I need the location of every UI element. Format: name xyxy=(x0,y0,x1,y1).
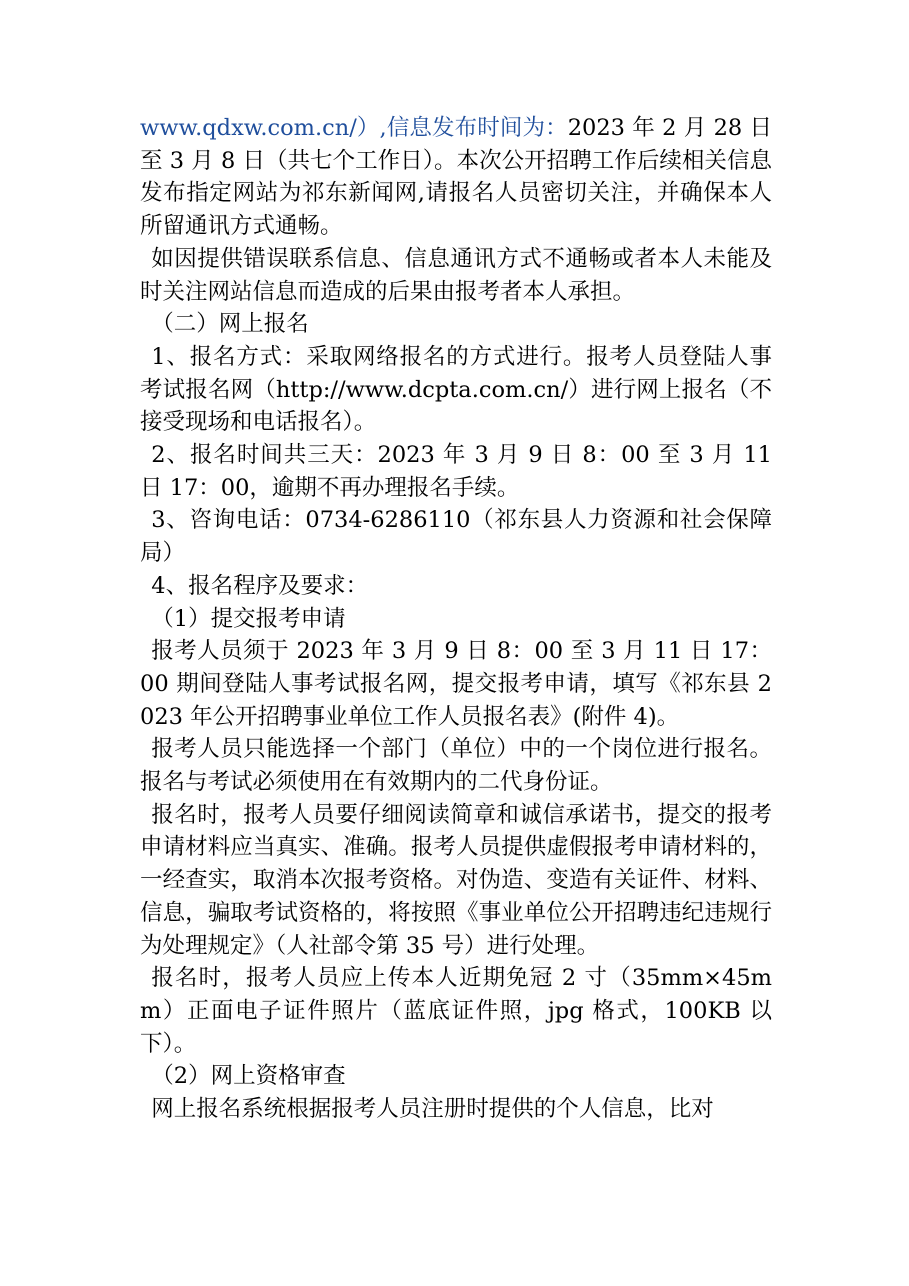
paragraph-publish-info xyxy=(140,112,772,243)
subheading-online-qualification-review: （2）网上资格审查 xyxy=(151,1063,346,1090)
paragraph-review-start: 网上报名系统根据报考人员注册时提供的个人信息，比对 xyxy=(151,1096,714,1123)
paragraph-application-period: 报考人员须于 2023 年 3 月 9 日 8：00 至 3 月 11 日 17：00 期间登陆人事考试报名网，提交报考申请，填写《祁东县 2023 年公开招聘事业单位工作人员报名表》(附件 4)。 xyxy=(140,638,772,730)
news-site-link[interactable]: www.qdxw.com.cn/） xyxy=(140,115,380,141)
publish-time-text: 2023 年 2 月 28 日至 3 月 8 日（共七个工作日）。本次公开招聘工作后续相关信息发布指定网站为祁东新闻网,请报名人员密切关注，并确保本人所留通讯方式通畅。 xyxy=(140,115,773,240)
item-consultation-phone: 3、咨询电话：0734-6286110（祁东县人力资源和社会保障局） xyxy=(140,507,772,567)
section-heading-online-registration: （二）网上报名 xyxy=(151,311,309,338)
document-body xyxy=(140,112,772,1126)
subheading-submit-application: （1）提交报考申请 xyxy=(151,605,346,632)
item-procedure-requirements: 4、报名程序及要求： xyxy=(151,572,369,599)
paragraph-integrity: 报名时，报考人员要仔细阅读简章和诚信承诺书，提交的报考申请材料应当真实、准确。报考人员提供虚假报考申请材料的，一经查实，取消本次报考资格。对伪造、变造有关证件、材料、信息，骗取考试资格的，将按照《事业单位公开招聘违纪违规行为处理规定》（人社部令第 35 号）进行处理。 xyxy=(140,801,772,959)
paragraph-responsibility: 如因提供错误联系信息、信息通讯方式不通畅或者本人未能及时关注网站信息而造成的后果由报考者本人承担。 xyxy=(140,245,772,305)
publish-time-label: ,信息发布时间为： xyxy=(379,115,568,141)
paragraph-single-position: 报考人员只能选择一个部门（单位）中的一个岗位进行报名。报名与考试必须使用在有效期内的二代身份证。 xyxy=(140,736,772,796)
item-registration-time: 2、报名时间共三天：2023 年 3 月 9 日 8：00 至 3 月 11 日 17：00，逾期不再办理报名手续。 xyxy=(140,442,772,501)
item-registration-method: 1、报名方式：采取网络报名的方式进行。报考人员登陆人事考试报名网（http://www.dcpta.com.cn/）进行网上报名（不接受现场和电话报名）。 xyxy=(140,343,772,436)
paragraph-photo-requirement: 报名时，报考人员应上传本人近期免冠 2 寸（35mm×45mm）正面电子证件照片（蓝底证件照，jpg 格式，100KB 以下）。 xyxy=(140,965,772,1057)
